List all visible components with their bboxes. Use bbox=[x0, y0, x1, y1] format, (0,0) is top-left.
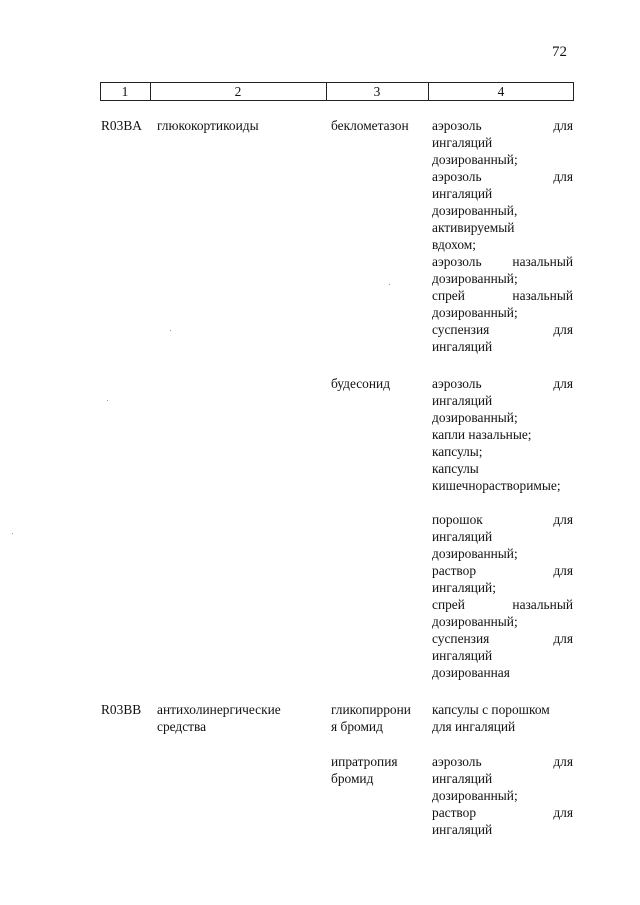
form-line bbox=[432, 253, 573, 270]
form-line bbox=[432, 117, 573, 134]
form-line: ингаляций bbox=[432, 186, 493, 201]
form-line bbox=[432, 321, 573, 338]
form-line: дозированный; bbox=[432, 152, 518, 167]
page-number: 72 bbox=[552, 44, 567, 60]
form-word: назальный bbox=[512, 254, 573, 269]
drug-name-line: ипратропия bbox=[331, 754, 398, 769]
drug-name bbox=[331, 701, 427, 735]
form-word: спрей bbox=[432, 597, 465, 612]
table-header-row bbox=[100, 82, 574, 101]
drug-name-line: бромид bbox=[331, 771, 374, 786]
form-line: ингаляций bbox=[432, 822, 493, 837]
group-line: средства bbox=[157, 719, 207, 734]
form-line: дозированный; bbox=[432, 614, 518, 629]
form-word: аэрозоль bbox=[432, 254, 482, 269]
form-line: ингаляций bbox=[432, 771, 493, 786]
table-border-right bbox=[573, 83, 574, 100]
form-word: аэрозоль bbox=[432, 754, 482, 769]
form-line bbox=[432, 753, 573, 770]
atc-code: R03BA bbox=[101, 118, 142, 133]
form-word: аэрозоль bbox=[432, 376, 482, 391]
atc-code: R03BB bbox=[101, 702, 142, 717]
dosage-forms bbox=[432, 753, 573, 838]
pharmacological-group bbox=[157, 701, 327, 735]
pharmacological-group bbox=[157, 117, 327, 134]
form-line: капли назальные; bbox=[432, 427, 532, 442]
scan-speck bbox=[107, 400, 108, 401]
form-line: ингаляций bbox=[432, 648, 493, 663]
form-line: дозированный; bbox=[432, 305, 518, 320]
form-word: назальный bbox=[512, 597, 573, 612]
group-line: глюкокортикоиды bbox=[157, 118, 259, 133]
form-word: для bbox=[553, 631, 573, 646]
form-word: для bbox=[553, 322, 573, 337]
form-line: кишечнорастворимые; bbox=[432, 478, 561, 493]
form-word: раствор bbox=[432, 805, 477, 820]
form-line: ингаляций bbox=[432, 529, 493, 544]
form-line: ингаляций bbox=[432, 135, 493, 150]
form-word: назальный bbox=[512, 288, 573, 303]
dosage-forms bbox=[432, 375, 573, 681]
scan-speck bbox=[170, 330, 171, 331]
form-word: суспензия bbox=[432, 322, 490, 337]
header-col-1: 1 bbox=[121, 84, 129, 99]
form-line: дозированный; bbox=[432, 410, 518, 425]
form-line bbox=[432, 168, 573, 185]
form-word: для bbox=[553, 376, 573, 391]
form-line: дозированный; bbox=[432, 271, 518, 286]
drug-name bbox=[331, 753, 427, 787]
form-word: порошок bbox=[432, 512, 483, 527]
form-word: для bbox=[553, 805, 573, 820]
form-line: активируемый bbox=[432, 220, 515, 235]
dosage-forms bbox=[432, 117, 573, 355]
form-word: раствор bbox=[432, 563, 477, 578]
form-word: для bbox=[553, 563, 573, 578]
scan-speck bbox=[389, 284, 390, 285]
form-line: вдохом; bbox=[432, 237, 476, 252]
header-col-4: 4 bbox=[497, 84, 505, 99]
form-word: аэрозоль bbox=[432, 118, 482, 133]
form-word: аэрозоль bbox=[432, 169, 482, 184]
form-word: для bbox=[553, 512, 573, 527]
group-line: антихолинергические bbox=[157, 702, 281, 717]
form-line bbox=[432, 287, 573, 304]
drug-name-line: будесонид bbox=[331, 376, 391, 391]
form-line: капсулы с порошком bbox=[432, 702, 550, 717]
dosage-forms bbox=[432, 701, 573, 735]
form-line bbox=[432, 804, 573, 821]
form-line: ингаляций bbox=[432, 393, 493, 408]
form-word: спрей bbox=[432, 288, 465, 303]
form-line: ингаляций; bbox=[432, 580, 496, 595]
form-line: дозированный; bbox=[432, 546, 518, 561]
header-col-2: 2 bbox=[234, 84, 242, 99]
drug-name bbox=[331, 375, 427, 392]
form-line bbox=[432, 630, 573, 647]
form-line bbox=[432, 562, 573, 579]
form-line: дозированная bbox=[432, 665, 510, 680]
form-word: для bbox=[553, 118, 573, 133]
drug-name-line: гликопиррония бромид bbox=[331, 702, 411, 734]
scan-speck bbox=[12, 533, 13, 534]
form-line: дозированный, bbox=[432, 203, 518, 218]
form-line: капсулы bbox=[432, 461, 479, 476]
drug-name-line: беклометазон bbox=[331, 118, 409, 133]
drug-name bbox=[331, 117, 427, 134]
form-line: для ингаляций bbox=[432, 719, 516, 734]
form-line: дозированный; bbox=[432, 788, 518, 803]
form-line bbox=[432, 511, 573, 528]
form-word: для bbox=[553, 169, 573, 184]
header-col-3: 3 bbox=[373, 84, 381, 99]
form-word: для bbox=[553, 754, 573, 769]
form-word: суспензия bbox=[432, 631, 490, 646]
form-line: ингаляций bbox=[432, 339, 493, 354]
form-line bbox=[432, 596, 573, 613]
form-line: капсулы; bbox=[432, 444, 483, 459]
form-line bbox=[432, 375, 573, 392]
